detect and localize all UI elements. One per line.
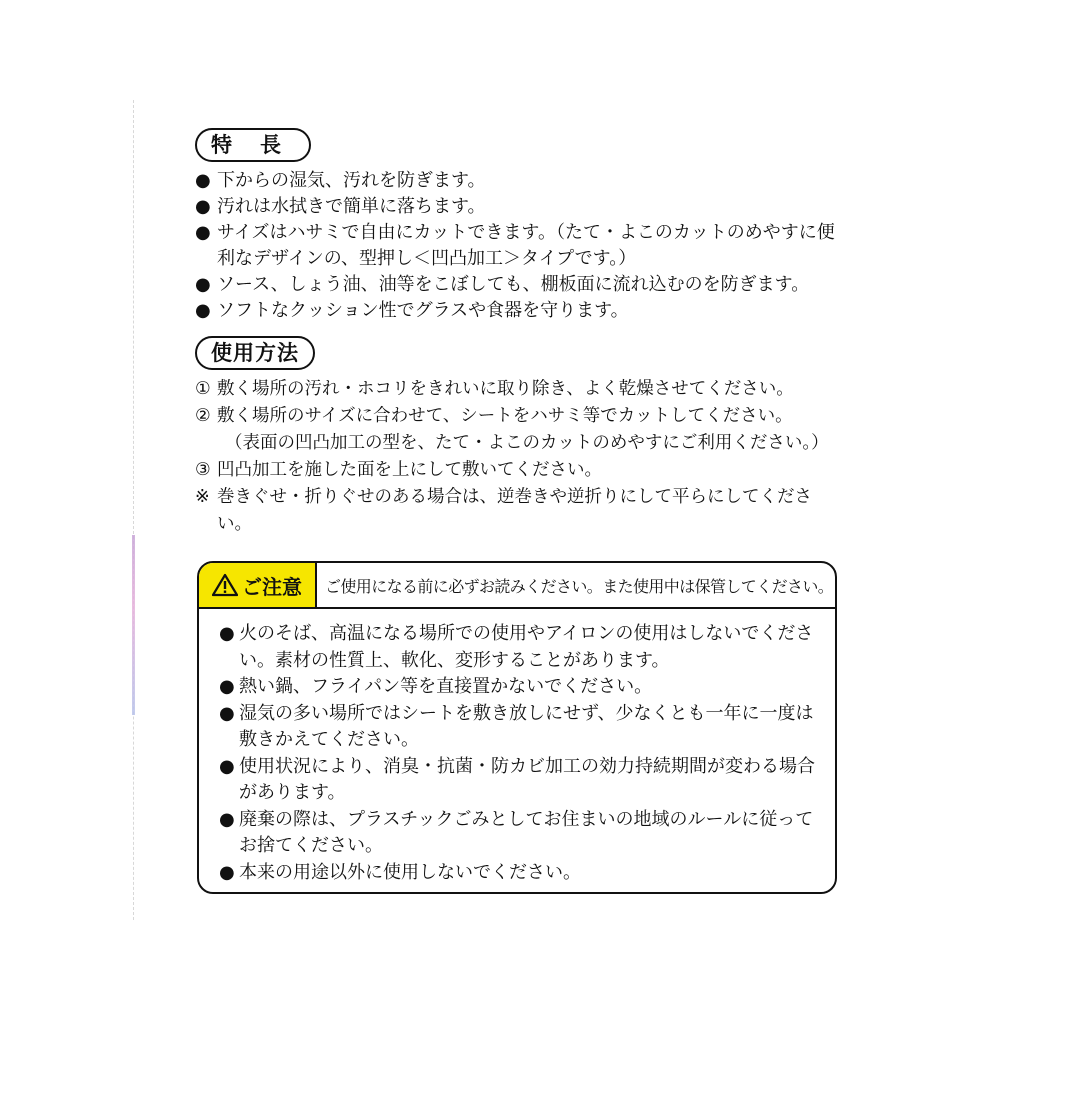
usage-heading: 使用方法	[195, 336, 315, 370]
features-heading: 特長	[195, 128, 311, 162]
usage-step: ② 敷く場所のサイズに合わせて、シートをハサミ等でカットしてください。	[195, 406, 793, 426]
feature-item: ● ソフトなクッション性でグラスや食器を守ります。	[195, 300, 629, 321]
usage-steps	[195, 376, 845, 538]
caution-item: ● 湿気の多い場所ではシートを敷き放しにせず、少なくとも一年に一度は敷きかえてください。	[219, 702, 814, 750]
caution-label: ご注意	[242, 574, 302, 599]
usage-step: ① 敷く場所の汚れ・ホコリをきれいに取り除き、よく乾燥させてください。	[195, 379, 794, 399]
usage-note: ※ 巻きぐせ・折りぐせのある場合は、逆巻きや逆折りにして平らにしてください。	[195, 487, 812, 534]
feature-item: ● 下からの湿気、汚れを防ぎます。	[195, 170, 486, 191]
usage-step: ③ 凹凸加工を施した面を上にして敷いてください。	[195, 460, 602, 480]
caution-item: ● 廃棄の際は、プラスチックごみとしてお住まいの地域のルールに従ってお捨てください。	[219, 808, 814, 856]
warning-triangle-icon	[212, 573, 238, 597]
edge-color-strip	[132, 535, 135, 715]
instructions-panel	[195, 128, 845, 538]
features-list	[195, 168, 845, 324]
cut-guide-line	[133, 100, 134, 920]
usage-step-note: （表面の凹凸加工の型を、たて・よこのカットのめやすにご利用ください。）	[225, 433, 829, 453]
caution-header	[199, 563, 835, 609]
feature-item: ● 汚れは水拭きで簡単に落ちます。	[195, 196, 486, 217]
feature-item: ● ソース、しょう油、油等をこぼしても、棚板面に流れ込むのを防ぎます。	[195, 274, 810, 295]
caution-message: ご使用になる前に必ずお読みください。また使用中は保管してください。	[325, 576, 834, 596]
caution-item: ● 熱い鍋、フライパン等を直接置かないでください。	[219, 676, 653, 697]
feature-item: ● サイズはハサミで自由にカットできます。（たて・よこのカットのめやすに便利なデザインの、型押し＜凹凸加工＞タイプです。）	[195, 222, 835, 269]
caution-item: ● 使用状況により、消臭・抗菌・防カビ加工の効力持続期間が変わる場合があります。	[219, 755, 815, 803]
caution-item: ● 本来の用途以外に使用しないでください。	[219, 861, 581, 883]
caution-item: ● 火のそば、高温になる場所での使用やアイロンの使用はしないでください。素材の性質上、軟化、変形することがあります。	[219, 623, 814, 671]
caution-box	[197, 561, 837, 894]
caution-list	[199, 609, 835, 886]
caution-badge	[199, 563, 317, 607]
